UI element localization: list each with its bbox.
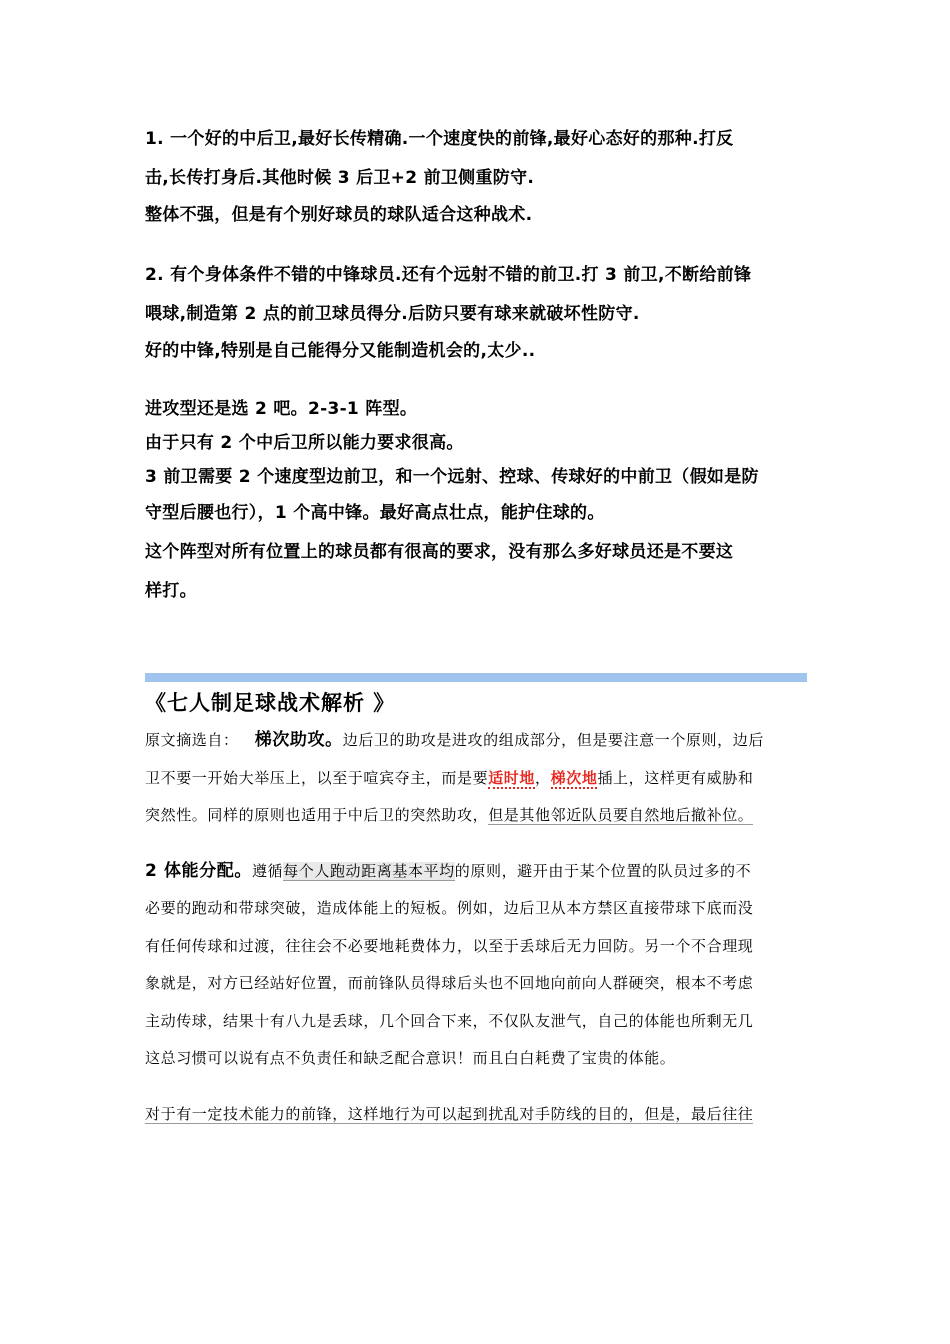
excerpt-c-line-1: 对于有一定技术能力的前锋，这样地行为可以起到扰乱对手防线的目的，但是，最后往往 <box>145 1104 754 1123</box>
para-3-line-3: 3 前卫需要 2 个速度型边前卫，和一个远射、控球、传球好的中前卫（假如是防 <box>145 467 759 487</box>
excerpt-source-label: 原文摘选自： <box>145 731 239 749</box>
underlined-phrase: 但是其他邻近队员要自然地后撤补位。 <box>488 806 754 824</box>
para-3-line-2: 由于只有 2 个中后卫所以能力要求很高。 <box>145 433 464 453</box>
para-1-line-1: 1. 一个好的中后卫,最好长传精确.一个速度快的前锋,最好心态好的那种.打反 <box>145 129 734 149</box>
para-2-line-1: 2. 有个身体条件不错的中锋球员.还有个远射不错的前卫.打 3 前卫,不断给前锋 <box>145 265 752 285</box>
para-2-line-3: 好的中锋,特别是自己能得分又能制造机会的,太少.. <box>145 341 536 361</box>
para-3-line-5: 这个阵型对所有位置上的球员都有很高的要求，没有那么多好球员还是不要这 <box>145 542 734 562</box>
para-3-line-6: 样打。 <box>145 581 197 601</box>
excerpt-a-line-1: 原文摘选自： 梯次助攻。边后卫的助攻是进攻的组成部分，但是要注意一个原则，边后 <box>145 730 764 750</box>
highlighted-phrase: 每个人跑动距离基本平均 <box>283 861 455 880</box>
excerpt-a-line-3: 突然性。同样的原则也适用于中后卫的突然助攻，但是其他邻近队员要自然地后撤补位。 <box>145 806 754 824</box>
emphasis-red-2: 梯次地 <box>550 768 598 787</box>
excerpt-b-line-6: 这总习惯可以说有点不负责任和缺乏配合意识！而且白白耗费了宝贵的体能。 <box>145 1049 676 1067</box>
para-1-line-3: 整体不强，但是有个别好球员的球队适合这种战术. <box>145 205 533 225</box>
excerpt-b-line-5: 主动传球，结果十有八九是丢球，几个回合下来，不仅队友泄气，自己的体能也所剩无几 <box>145 1011 754 1030</box>
section-divider <box>145 673 807 682</box>
document-page <box>145 120 807 1133</box>
excerpt-b-line-4: 象就是，对方已经站好位置，而前锋队员得球后头也不回地向前向人群硬突，根本不考虑 <box>145 974 754 992</box>
para-1-line-2: 击,长传打身后.其他时候 3 后卫+2 前卫侧重防守. <box>145 168 535 188</box>
para-3-line-1: 进攻型还是选 2 吧。2-3-1 阵型。 <box>145 399 418 419</box>
excerpt-a-line-2: 卫不要一开始大举压上，以至于喧宾夺主，而是要适时地，梯次地插上，这样更有威胁和 <box>145 768 754 787</box>
emphasis-red-1: 适时地 <box>488 768 536 787</box>
excerpt-b-line-1: 2 体能分配。遵循每个人跑动距离基本平均的原则，避开由于某个位置的队员过多的不 <box>145 860 752 881</box>
para-2-line-2: 喂球,制造第 2 点的前卫球员得分.后防只要有球来就破坏性防守. <box>145 304 640 324</box>
excerpt-b-line-2: 必要的跑动和带球突破，造成体能上的短板。例如，边后卫从本方禁区直接带球下底而没 <box>145 899 754 917</box>
tactics-notes <box>145 120 807 611</box>
article-excerpt <box>145 722 807 1133</box>
excerpt-b-heading: 2 体能分配。 <box>145 860 252 881</box>
excerpt-a-heading: 梯次助攻。 <box>254 730 343 750</box>
excerpt-b-line-3: 有任何传球和过渡，往往会不必要地耗费体力，以至于丢球后无力回防。另一个不合理现 <box>145 936 754 955</box>
section-title: 《七人制足球战术解析 》 <box>145 691 396 715</box>
para-3-line-4: 守型后腰也行），1 个高中锋。最好高点壮点，能护住球的。 <box>145 503 605 523</box>
